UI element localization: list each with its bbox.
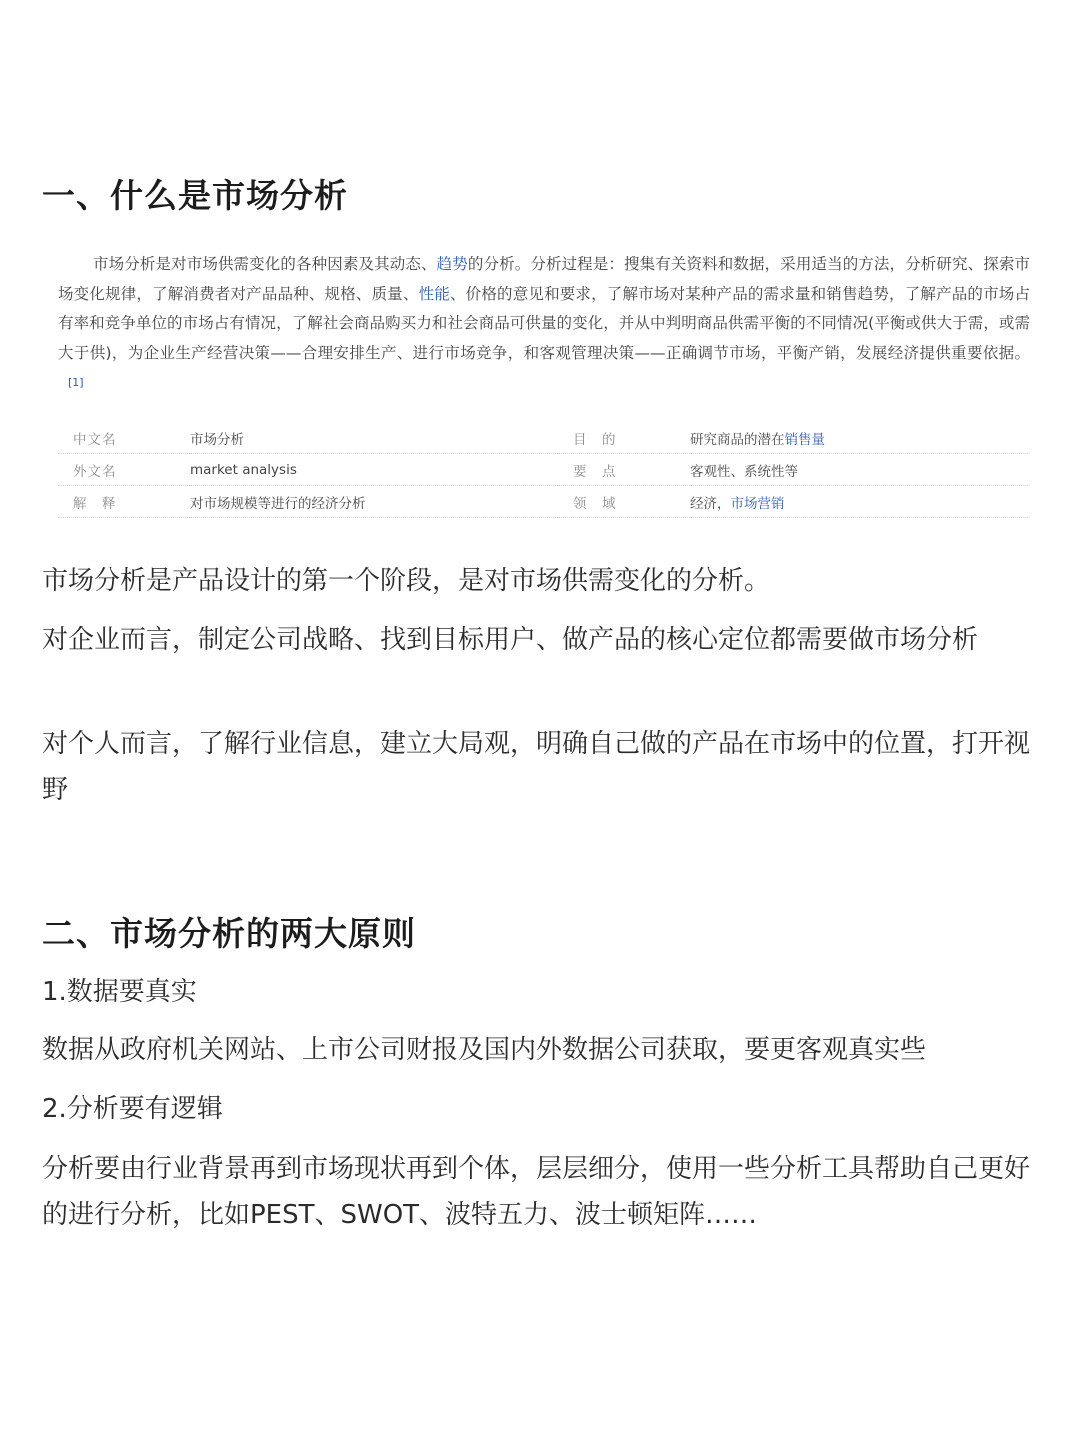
info-value: 对市场规模等进行的经济分析 [190, 486, 558, 518]
encyclopedia-excerpt [58, 250, 1030, 403]
info-value-text: 经济， [690, 495, 731, 512]
info-key: 外文名 [58, 454, 190, 486]
body-paragraph: 对个人而言，了解行业信息，建立大局观，明确自己做的产品在市场中的位置，打开视野 [42, 729, 1031, 805]
info-value [690, 454, 1028, 486]
info-table [58, 422, 1028, 518]
principle-body: 数据从政府机关网站、上市公司财报及国内外数据公司获取，要更客观真实些 [42, 1035, 927, 1065]
section2-heading: 二、市场分析的两大原则 [42, 914, 416, 953]
principle-body: 分析要由行业背景再到市场现状再到个体，层层细分，使用一些分析工具帮助自己更好的进行分析，比如PEST、SWOT、波特五力、波士顿矩阵…… [42, 1154, 1031, 1230]
principle-title: 1.数据要真实 [42, 977, 197, 1007]
table-row [58, 486, 1028, 518]
section1-heading: 一、什么是市场分析 [42, 176, 348, 215]
body-paragraph: 市场分析是产品设计的第一个阶段，是对市场供需变化的分析。 [42, 566, 771, 596]
info-value-text: 研究商品的潜在 [690, 431, 785, 448]
encyclopedia-paragraph [58, 250, 1030, 403]
table-row [58, 422, 1028, 454]
info-key: 目 的 [558, 422, 690, 454]
info-value [690, 486, 1028, 518]
info-key: 要 点 [558, 454, 690, 486]
table-row [58, 454, 1028, 486]
link-sales-volume[interactable]: 销售量 [784, 431, 825, 448]
link-trend[interactable]: 趋势 [436, 255, 468, 273]
info-value: market analysis [190, 454, 558, 486]
info-key: 中文名 [58, 422, 190, 454]
info-value [690, 422, 1028, 454]
para-part: 市场分析是对市场供需变化的各种因素及其动态、 [93, 255, 437, 273]
principle-title: 2.分析要有逻辑 [42, 1094, 223, 1124]
link-marketing[interactable]: 市场营销 [730, 495, 785, 512]
info-value: 市场分析 [190, 422, 558, 454]
para-part: 的分析。分析过程是：搜集有关资料和数据，采用适当的方法，分析研究、探索市场变化规律，了解消费者对产品品种、规格、质量、 [58, 255, 1030, 303]
info-key: 领 域 [558, 486, 690, 518]
info-key: 解 释 [58, 486, 190, 518]
info-value-text: 客观性、系统性等 [690, 463, 798, 480]
citation-link[interactable]: [1] [68, 376, 84, 389]
para-part: 、价格的意见和要求，了解市场对某种产品的需求量和销售趋势，了解产品的市场占有率和竞争单位的市场占有情况，了解社会商品购买力和社会商品可供量的变化，并从中判明商品供需平衡的不同情况(平衡或供大于需，或需大于供)，为企业生产经营决策——合理安排生产、进行市场竞争，和客观管理决策——正确调节市场，平衡产销，发展经济提供重要依据。 [58, 284, 1030, 362]
link-performance[interactable]: 性能 [418, 284, 450, 303]
body-paragraph: 对企业而言，制定公司战略、找到目标用户、做产品的核心定位都需要做市场分析 [42, 625, 979, 655]
